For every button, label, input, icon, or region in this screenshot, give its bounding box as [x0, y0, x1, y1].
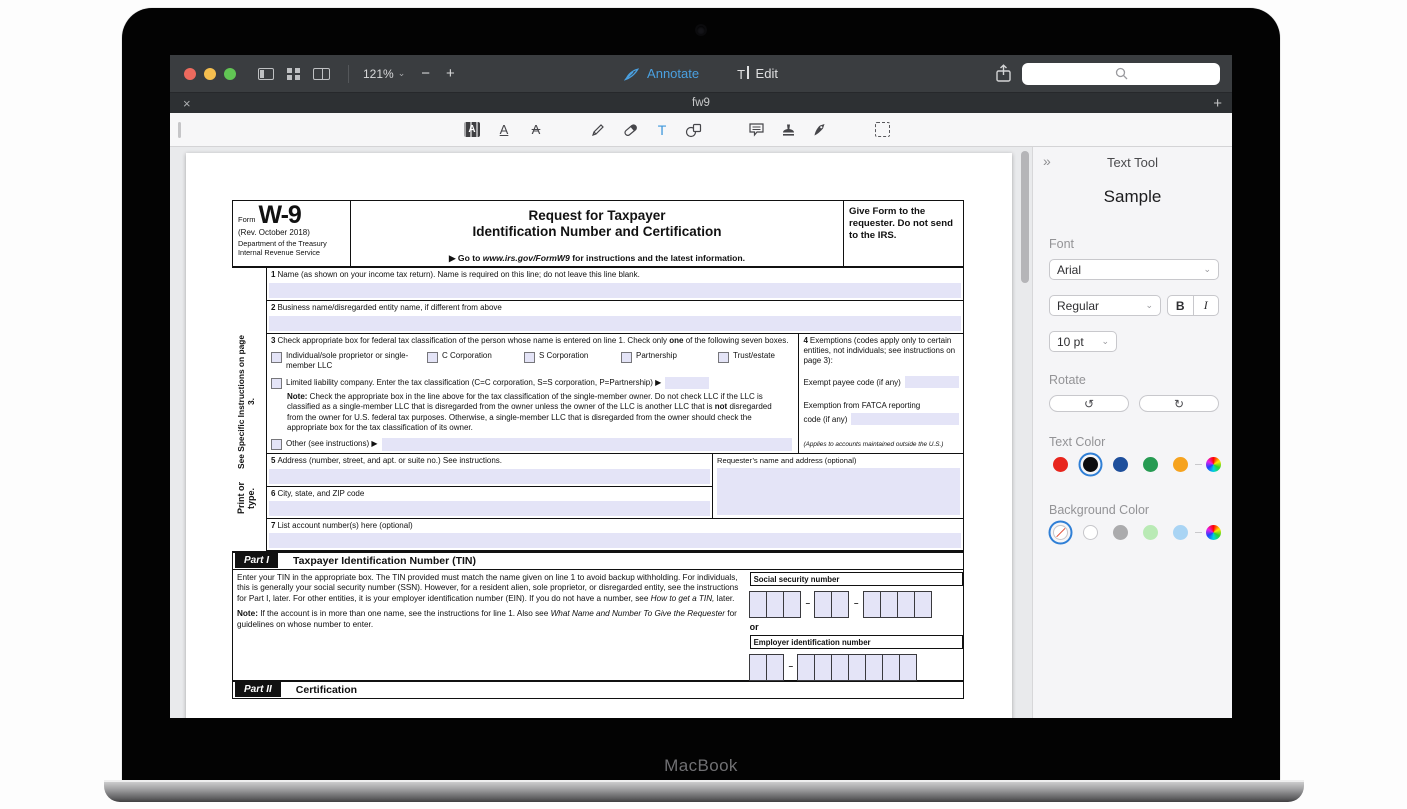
line1-label: Name (as shown on your income tax return). Name is required on this line; do not leave this line blank.: [277, 270, 640, 279]
document-area[interactable]: [170, 147, 1032, 718]
text-tool-panel: [1032, 147, 1232, 718]
form-goto-line: ▶ Go to www.irs.gov/FormW9 for instructions and the latest information.: [448, 253, 746, 263]
name-field[interactable]: [269, 283, 961, 298]
llc-classification-field[interactable]: [665, 377, 709, 389]
feather-pen-icon: [624, 67, 640, 81]
chevron-down-icon: ⌄: [397, 68, 406, 78]
other-field[interactable]: [382, 438, 793, 451]
checkbox-s-corporation-label: S Corporation: [539, 351, 589, 360]
edit-label: Edit: [755, 66, 778, 81]
or-label: or: [749, 621, 759, 632]
text-color-section-label: Text Color: [1049, 435, 1106, 449]
collapse-panel-icon[interactable]: »: [1043, 153, 1051, 169]
text-color-swatches: [1053, 457, 1221, 472]
eraser-tool-icon[interactable]: [620, 120, 640, 140]
rotate-left-icon: ↺: [1083, 396, 1095, 411]
stamp-tool-icon[interactable]: [778, 120, 798, 140]
tin-digit-cell[interactable]: [914, 591, 932, 618]
exempt-payee-label: Exempt payee code (if any): [803, 378, 901, 387]
checkbox-c-corporation[interactable]: [427, 352, 438, 363]
form-line-6: [267, 487, 712, 518]
tin-digit-cell[interactable]: [831, 654, 849, 681]
two-page-view-icon[interactable]: [313, 68, 330, 80]
tin-digit-cell[interactable]: [766, 591, 784, 618]
note-tool-icon[interactable]: [746, 120, 766, 140]
highlight-tool-icon[interactable]: A: [462, 120, 482, 140]
form-word: Form: [238, 215, 256, 224]
form-goto-url: www.irs.gov/FormW9: [482, 253, 570, 263]
sample-preview: Sample: [1103, 187, 1162, 206]
checkbox-trust-estate[interactable]: [718, 352, 729, 363]
city-state-zip-field[interactable]: [269, 501, 710, 516]
line6-number: 6: [271, 488, 276, 498]
checkbox-llc-label: Limited liability company. Enter the tax classification (C=C corporation, S=S corporation, P=Partnership) ▶: [286, 378, 662, 387]
pdf-page: [186, 153, 1012, 718]
webcam-dot: [697, 26, 705, 34]
pen-tool-icon[interactable]: [588, 120, 608, 140]
line3-note: Note: Check the appropriate box in the line above for the tax classification of the single-member owner. Do not check LLC if the LLC is classified as a single-member LLC that is disregarded from the owner unless the owner of the LLC is another LLC that is not disregarded from the owner for U.S. federal tax purposes. Otherwise, a single-member LLC that is disregarded from the owner should check the appropriate box for the tax classification of its owner.: [287, 392, 772, 433]
traffic-lights: [184, 68, 236, 80]
exempt-payee-field[interactable]: [905, 376, 959, 388]
macbook-base: [104, 780, 1304, 802]
font-size-select[interactable]: [1049, 331, 1117, 352]
dept-line1: Department of the Treasury: [238, 239, 327, 248]
ssn-boxes[interactable]: [750, 591, 963, 618]
form-header: [232, 200, 964, 268]
applies-note: (Applies to accounts maintained outside the U.S.): [803, 440, 944, 448]
zoom-level[interactable]: 121%: [363, 66, 394, 81]
rotate-right-button[interactable]: [1139, 395, 1219, 412]
tin-digit-cell[interactable]: [865, 654, 883, 681]
chevron-down-icon: ⌄: [1101, 336, 1109, 346]
new-tab-button[interactable]: +: [1213, 94, 1222, 112]
text-color-wheel[interactable]: [1206, 457, 1221, 472]
checkbox-partnership[interactable]: [621, 352, 632, 363]
swatch-divider: [1195, 532, 1202, 534]
bg-color-wheel[interactable]: [1206, 525, 1221, 540]
checkbox-individual-label: Individual/sole proprietor or single-member LLC: [286, 351, 409, 370]
margin-note-line2: See Specific Instructions on page 3.: [236, 334, 256, 469]
tabbar: [170, 92, 1232, 113]
titlebar: [170, 55, 1232, 92]
fatca-label-line2: code (if any): [803, 415, 848, 424]
tin-digit-cell[interactable]: [899, 654, 917, 681]
tin-digit-cell[interactable]: [749, 591, 767, 618]
line3-number: 3: [271, 336, 276, 345]
sidebar-toggle-icon[interactable]: [258, 68, 274, 80]
text-color-orange[interactable]: [1173, 457, 1188, 472]
part1-header: [232, 551, 964, 570]
ssn-label: Social security number: [750, 572, 963, 586]
search-icon: [1115, 67, 1128, 80]
line4-number: 4: [803, 336, 808, 345]
line5-label: Address (number, street, and apt. or suite no.) See instructions.: [277, 455, 503, 465]
margin-note-line1: Print or type.: [236, 482, 256, 515]
address-field[interactable]: [269, 469, 710, 484]
form-line-5: [267, 454, 712, 487]
checkbox-c-corporation-label: C Corporation: [442, 351, 492, 360]
tin-digit-cell[interactable]: [831, 591, 849, 618]
bg-color-green[interactable]: [1143, 525, 1158, 540]
tin-digit-cell[interactable]: [897, 591, 915, 618]
app-window: [170, 55, 1232, 718]
rotate-left-button[interactable]: [1049, 395, 1129, 412]
fatca-label-line1: Exemption from FATCA reporting: [803, 401, 921, 410]
part1-paragraph: Enter your TIN in the appropriate box. The TIN provided must match the name given on line 1 to avoid backup withholding. For individuals, this is generally your social security number (SSN). However, for a resident alien, sole proprietor, or disregarded entity, see the instructions for Part I, later. For other entities, it is your employer identification number (EIN). If you do not have a number, see How to get a TIN, later.: [237, 572, 739, 603]
tin-digit-cell[interactable]: [814, 654, 832, 681]
form-id-block: [233, 201, 350, 266]
form-title-line2: Identification Number and Certification: [472, 224, 722, 239]
bold-button[interactable]: B: [1175, 298, 1185, 313]
form-revision: (Rev. October 2018): [238, 228, 310, 237]
form-line-1: [267, 268, 963, 301]
bold-italic-group: [1167, 295, 1219, 316]
annotation-toolbar: [170, 113, 1232, 147]
text-color-green[interactable]: [1143, 457, 1158, 472]
checkbox-s-corporation[interactable]: [524, 352, 535, 363]
font-style-value: Regular: [1057, 298, 1100, 313]
checkbox-other-label: Other (see instructions) ▶: [286, 439, 378, 449]
minimize-window-button[interactable]: [204, 68, 216, 80]
give-form-note: Give Form to the requester. Do not send to the IRS.: [849, 206, 953, 241]
business-name-field[interactable]: [269, 316, 961, 331]
swatch-divider: [1195, 464, 1202, 466]
font-family-select[interactable]: [1049, 259, 1219, 280]
form-line-2: [267, 301, 963, 334]
form-line-4: [799, 334, 963, 453]
signature-tool-icon[interactable]: [810, 120, 830, 140]
text-edit-icon: T: [737, 66, 748, 82]
line4-label: Exemptions (codes apply only to certain entities, not individuals; see instructions on page 3):: [803, 336, 956, 365]
w9-form: [232, 200, 964, 699]
bg-color-white[interactable]: [1083, 525, 1098, 540]
selection-tool-icon[interactable]: [872, 120, 892, 140]
line7-number: 7: [271, 520, 276, 530]
line5-number: 5: [271, 455, 276, 465]
tab-title[interactable]: fw9: [692, 97, 710, 109]
tin-digit-cell[interactable]: [848, 654, 866, 681]
panel-title: Text Tool: [1106, 155, 1159, 170]
part1-note: Note: If the account is in more than one name, see the instructions for line 1. Also see What Name and Number To Give the Requester for guidelines on whose number to enter.: [237, 609, 737, 629]
form-line-3: 3 Check appropriate box for federal tax classification of the person whose name is entered on line 1. Check only one of the following seven boxes. Individual/sole proprietor or single-member LLC C Corporation S Corporation Partnership Trust/estate Limited liability company. Enter the tax classification (C=C corporation, S=S corporation, P=Partnership) ▶ Note: Check the appropriate box in the line above for the tax classification of the single-member owner. Do not check LLC if the LLC is classified as a single-member LLC that is disregarded from the owner unless the owner of the LLC is another LLC that is not disregarded from the owner for U.S. federal tax purposes. Otherwise, a single-member LLC that is disregarded from the owner should check the appropriate box for the tax classification of its owner. Other (see instructions) ▶: [267, 334, 799, 453]
checkbox-individual[interactable]: [271, 352, 282, 363]
part1-tag: Part I: [235, 553, 278, 568]
form-number: W-9: [258, 201, 301, 229]
tin-digit-cell[interactable]: [783, 591, 801, 618]
bg-color-blue[interactable]: [1173, 525, 1188, 540]
line1-number: 1: [271, 270, 276, 279]
tin-digit-cell[interactable]: [814, 591, 832, 618]
form-title-block: [350, 201, 844, 266]
tin-digit-cell[interactable]: [882, 654, 900, 681]
annotate-mode-button[interactable]: [624, 66, 699, 81]
bg-color-none[interactable]: [1053, 525, 1068, 540]
font-family-value: Arial: [1057, 262, 1082, 277]
italic-button[interactable]: I: [1193, 296, 1219, 315]
panel-drag-handle[interactable]: [178, 122, 181, 138]
part1-body: [232, 570, 964, 680]
requester-block: [713, 454, 963, 518]
macbook-lid: [122, 8, 1280, 780]
tin-dash: –: [788, 662, 794, 672]
checkbox-trust-estate-label: Trust/estate: [733, 351, 775, 360]
shapes-tool-icon[interactable]: [684, 120, 704, 140]
rotate-right-icon: ↻: [1173, 396, 1185, 411]
tin-dash: –: [854, 599, 859, 609]
checkbox-other[interactable]: [271, 439, 282, 450]
rotate-section-label: Rotate: [1049, 373, 1086, 387]
strikethrough-tool-icon[interactable]: A: [531, 122, 541, 137]
close-tab-icon[interactable]: ×: [183, 95, 191, 111]
line2-number: 2: [271, 303, 276, 312]
zoom-in-button[interactable]: +: [446, 65, 455, 82]
text-tool-icon[interactable]: T: [657, 121, 667, 138]
requester-label: Requester’s name and address (optional): [717, 455, 857, 465]
text-color-blue[interactable]: [1113, 457, 1128, 472]
bg-color-gray[interactable]: [1113, 525, 1128, 540]
tin-digit-cell[interactable]: [863, 591, 881, 618]
line2-label: Business name/disregarded entity name, if different from above: [277, 303, 502, 312]
toolbar-divider: [348, 65, 349, 83]
text-color-red[interactable]: [1053, 457, 1068, 472]
background-color-swatches: [1053, 525, 1221, 540]
background-color-section-label: Background Color: [1049, 503, 1150, 517]
close-window-button[interactable]: [184, 68, 196, 80]
ein-label: Employer identification number: [750, 635, 963, 649]
tin-digit-cell[interactable]: [797, 654, 815, 681]
edit-mode-button[interactable]: [737, 66, 778, 82]
checkbox-partnership-label: Partnership: [636, 351, 677, 360]
chevron-down-icon: ⌄: [1145, 300, 1153, 310]
thumbnails-view-icon[interactable]: [287, 68, 300, 80]
dept-line2: Internal Revenue Service: [238, 247, 320, 257]
tin-digit-cell[interactable]: [749, 654, 767, 681]
font-style-select[interactable]: [1049, 295, 1161, 316]
share-icon[interactable]: [995, 64, 1012, 83]
zoom-control[interactable]: [363, 67, 405, 81]
part2-title: Certification: [295, 683, 358, 696]
line7-label: List account number(s) here (optional): [277, 520, 413, 530]
fullscreen-window-button[interactable]: [224, 68, 236, 80]
ein-boxes[interactable]: [750, 654, 963, 681]
tin-digit-cell[interactable]: [880, 591, 898, 618]
account-numbers-field[interactable]: [269, 533, 961, 548]
tin-digit-cell[interactable]: [766, 654, 784, 681]
chevron-down-icon: ⌄: [1203, 264, 1211, 274]
scrollbar-thumb[interactable]: [1021, 151, 1029, 283]
line6-label: City, state, and ZIP code: [277, 488, 365, 498]
fatca-code-field[interactable]: [851, 413, 959, 425]
text-color-black[interactable]: [1083, 457, 1098, 472]
requester-field[interactable]: [717, 468, 960, 515]
part1-title: Taxpayer Identification Number (TIN): [293, 554, 477, 567]
search-input[interactable]: [1022, 63, 1220, 85]
checkbox-llc[interactable]: [271, 378, 282, 389]
font-size-value: 10 pt: [1057, 334, 1084, 349]
macbook-brand-label: MacBook: [664, 756, 738, 775]
font-section-label: Font: [1049, 237, 1075, 251]
part2-tag: Part II: [235, 682, 281, 697]
zoom-out-button[interactable]: −: [421, 65, 431, 82]
underline-tool-icon[interactable]: A: [499, 122, 509, 137]
form-title-line1: Request for Taxpayer: [528, 208, 666, 223]
annotate-label: Annotate: [647, 66, 700, 81]
part2-header: [232, 680, 964, 699]
tin-dash: –: [805, 599, 811, 609]
form-line-7: [267, 519, 963, 551]
